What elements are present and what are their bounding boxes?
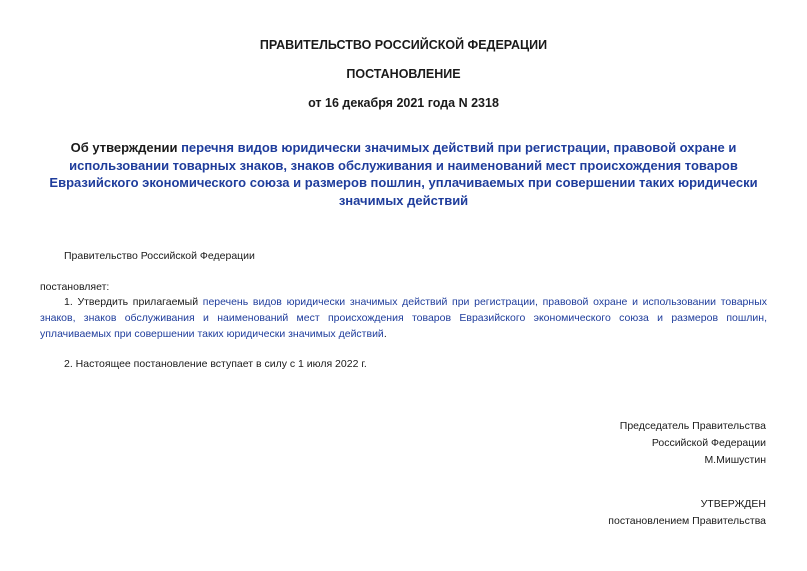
document-title: [40, 139, 767, 209]
clause-1: [40, 294, 767, 342]
approved-block: [608, 496, 766, 530]
clause-2: 2. Настоящее постановление вступает в силу с 1 июля 2022 г.: [64, 358, 367, 370]
title-link[interactable]: перечня видов юридически значимых действий при регистрации, правовой охране и использовании товарных знаков, знаков обслуживания и наименований мест происхождения товаров Евразийского экономического союза и размеров пошлин, уплачиваемых при совершении таких юридически значимых действий: [49, 140, 758, 208]
government-name: Правительство Российской Федерации: [64, 250, 255, 262]
clause-1-link[interactable]: перечень видов юридически значимых действий при регистрации, правовой охране и использовании товарных знаков, знаков обслуживания и наименований мест происхождения товаров Евразийского экономического союза и размеров пошлин, уплачиваемых при совершении таких юридически значимых действий: [40, 296, 767, 340]
approved-by: постановлением Правительства: [608, 515, 766, 527]
signature-organization: Российской Федерации: [651, 437, 766, 449]
clause-1-suffix: .: [383, 328, 387, 340]
document-type: ПОСТАНОВЛЕНИЕ: [346, 67, 461, 81]
signature-name: М.Мишустин: [704, 454, 766, 466]
government-heading: ПРАВИТЕЛЬСТВО РОССИЙСКОЙ ФЕДЕРАЦИИ: [259, 38, 548, 52]
document-date-number: от 16 декабря 2021 года N 2318: [308, 96, 499, 110]
signature-position: Председатель Правительства: [619, 420, 766, 432]
approved-label: УТВЕРЖДЕН: [700, 498, 766, 510]
signature-block: [620, 418, 766, 469]
clause-1-prefix: 1. Утвердить прилагаемый: [64, 296, 203, 308]
title-prefix: Об утверждении: [70, 140, 182, 155]
resolves-label: постановляет:: [40, 281, 110, 293]
